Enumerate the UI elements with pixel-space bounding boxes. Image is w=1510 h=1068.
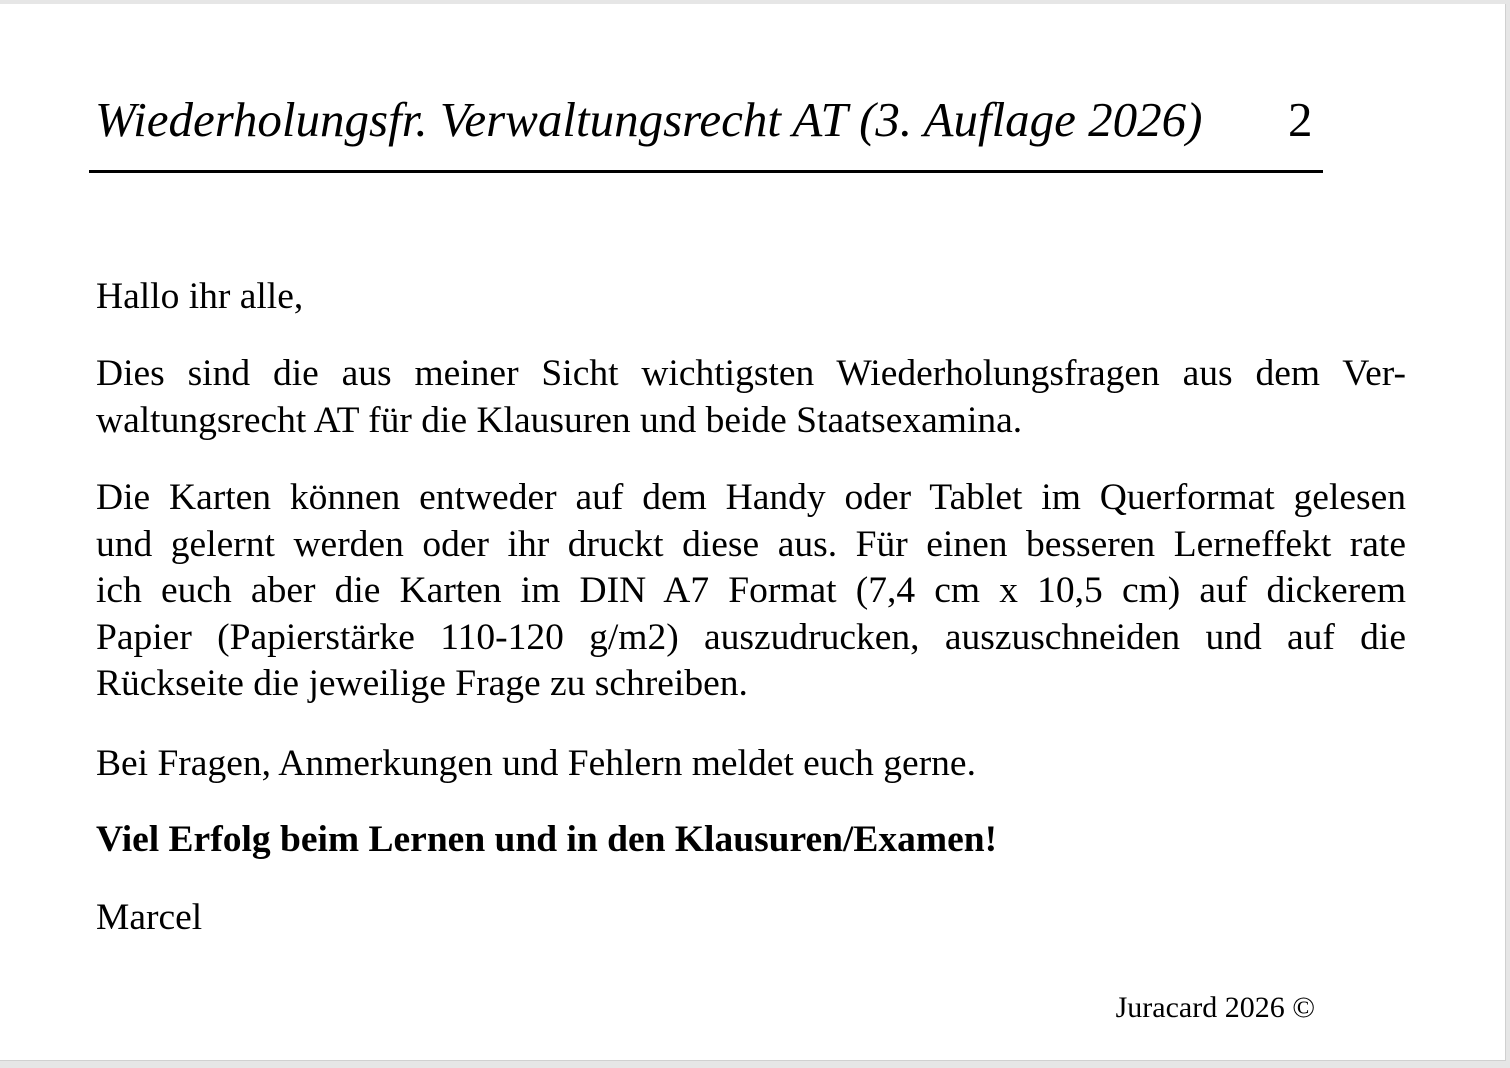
paragraph-contact: Bei Fragen, Anmerkungen und Fehlern meldet euch gerne.: [96, 743, 976, 784]
running-header: [95, 90, 1323, 150]
copyright-footer: Juracard 2026 ©: [1115, 991, 1315, 1024]
document-page: [0, 4, 1506, 1061]
paragraph-line: ich euch aber die Karten im DIN A7 Format (7,4 cm x 10,5 cm) auf dickerem: [96, 570, 1406, 611]
header-divider: [89, 170, 1323, 173]
paragraph-line: Rückseite die jeweilige Frage zu schreiben.: [96, 663, 748, 704]
page-number: 2: [1288, 92, 1313, 147]
greeting: Hallo ihr alle,: [96, 276, 304, 317]
paragraph-line: Die Karten können entweder auf dem Handy oder Tablet im Querformat gelesen: [96, 477, 1406, 518]
signature: Marcel: [96, 897, 203, 938]
paragraph-intro: [96, 351, 1406, 444]
paragraph-line: und gelernt werden oder ihr druckt diese aus. Für einen besseren Lerneffekt rate: [96, 523, 1406, 565]
paragraph-line: Papier (Papierstärke 110-120 g/m2) auszudrucken, auszuschneiden und auf die: [96, 616, 1406, 658]
paragraph-instructions: [96, 475, 1406, 708]
header-title: Wiederholungsfr. Verwaltungsrecht AT (3. Auflage 2026): [95, 92, 1203, 147]
paragraph-line: waltungsrecht AT für die Klausuren und beide Staatsexamina.: [96, 399, 1023, 441]
closing-line: Viel Erfolg beim Lernen und in den Klausuren/Examen!: [96, 819, 998, 860]
paragraph-line: Dies sind die aus meiner Sicht wichtigsten Wiederholungsfragen aus dem Ver-: [96, 353, 1406, 394]
